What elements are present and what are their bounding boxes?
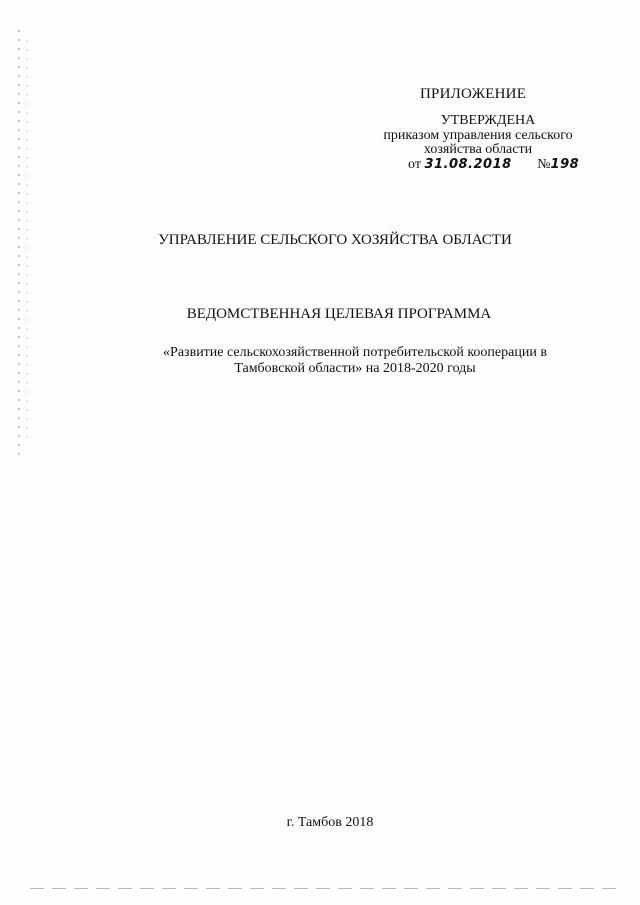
appendix-label: ПРИЛОЖЕНИЕ <box>420 86 527 102</box>
program-name <box>140 345 570 377</box>
scan-artifact-bottom <box>30 888 620 889</box>
approval-block <box>368 114 588 172</box>
order-line-2: хозяйства области <box>423 142 533 157</box>
handwritten-number: 198 <box>550 157 580 172</box>
approved-label: УТВЕРЖДЕНА <box>440 113 536 128</box>
department-title: УПРАВЛЕНИЕ СЕЛЬСКОГО ХОЗЯЙСТВА ОБЛАСТИ <box>158 232 512 248</box>
order-date-line <box>368 158 588 172</box>
number-prefix: № <box>537 157 551 172</box>
order-line-1: приказом управления сельского <box>383 128 573 143</box>
program-name-line-2: Тамбовской области» на 2018-2020 годы <box>234 361 476 376</box>
program-type-title: ВЕДОМСТВЕННАЯ ЦЕЛЕВАЯ ПРОГРАММА <box>186 306 492 322</box>
date-prefix: от <box>408 157 421 172</box>
handwritten-date: 31.08.2018 <box>424 157 512 172</box>
program-name-line-1: «Развитие сельскохозяйственной потребительской кооперации в <box>163 345 547 360</box>
city-year: г. Тамбов 2018 <box>286 815 374 830</box>
